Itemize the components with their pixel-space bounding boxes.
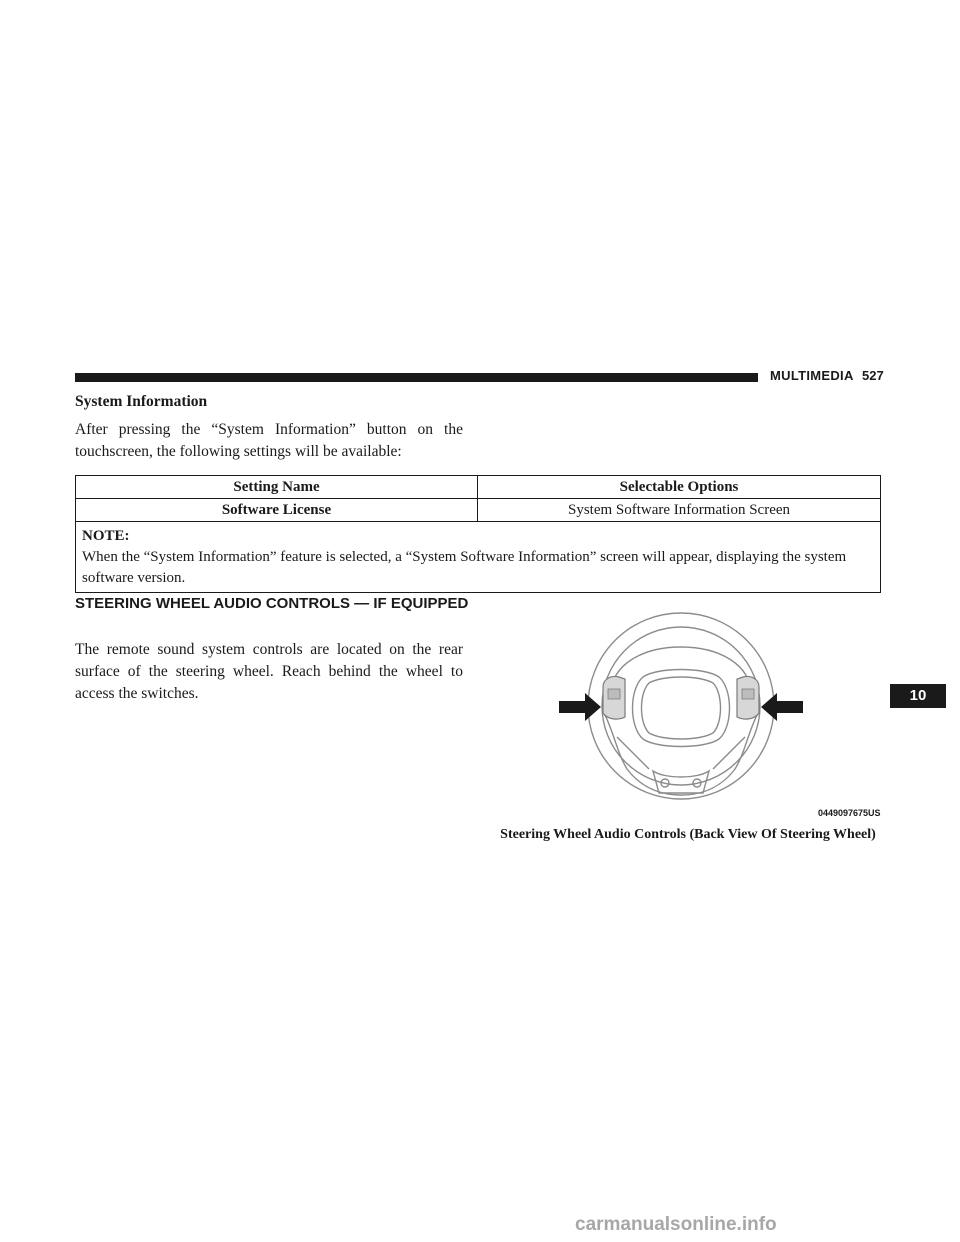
steering-controls-body: The remote sound system controls are located on the rear surface of the steering wheel. Reach behind the wheel to access the switches. [75,641,463,702]
table-cell-option: System Software Information Screen [478,499,881,522]
column-header-selectable-options: Selectable Options [478,476,881,499]
figure-image-code: 0449097675US [818,808,881,818]
table-cell-setting: Software License [76,499,478,522]
note-label: NOTE: [82,528,130,544]
header-rule [75,373,758,382]
column-header-setting-name: Setting Name [76,476,478,499]
system-information-intro: After pressing the “System Information” button on the touchscreen, the following settings will be available: [75,421,463,460]
steering-wheel-illustration [553,603,809,811]
note-text: When the “System Information” feature is selected, a “System Software Information” screen will appear, displaying the system software version. [82,549,847,586]
system-information-heading: System Information [75,393,208,410]
right-arrow-icon [761,693,803,721]
chapter-tab: 10 [890,684,946,708]
table-row [76,499,881,522]
left-audio-switch [603,676,625,719]
table-note-cell [76,522,881,593]
table-note-row [76,522,881,593]
table-header-row [76,476,881,499]
figure-caption: Steering Wheel Audio Controls (Back View Of Steering Wheel) [500,827,876,842]
steering-controls-heading: STEERING WHEEL AUDIO CONTROLS — IF EQUIPPED [75,595,469,612]
header-section-title: MULTIMEDIA [770,368,854,383]
left-arrow-icon [559,693,601,721]
watermark-text: carmanualsonline.info [575,1214,777,1235]
settings-table [75,475,881,593]
header-page-number: 527 [862,368,884,383]
right-audio-switch [737,676,759,719]
